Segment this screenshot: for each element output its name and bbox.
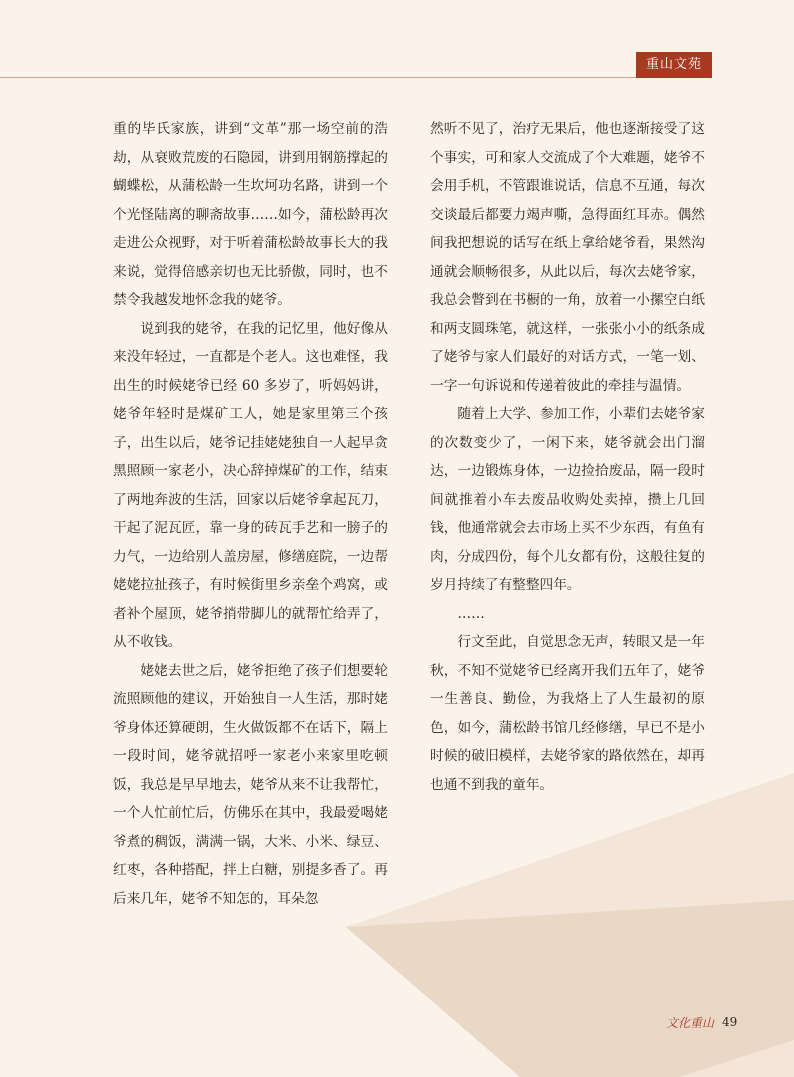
- ellipsis-line: ……: [457, 605, 485, 622]
- left-column: [113, 115, 388, 913]
- paragraph: 随着上大学、参加工作，小辈们去姥爷家的次数变少了，一闲下来，姥爷就会出门溜达，一边锻炼身体，一边捡拾废品，隔一段时间就推着小车去废品收购处卖掉，攒上几回钱，他通常就会去市场上买不少东西，有鱼有肉，分成四份，每个儿女都有份，这般往复的岁月持续了有整整四年。: [430, 406, 705, 593]
- paragraph: 然听不见了，治疗无果后，他也逐渐接受了这个事实，可和家人交流成了个大难题，姥爷不会用手机，不管跟谁说话，信息不互通，每次交谈最后都要力竭声嘶，急得面红耳赤。偶然间我把想说的话写在纸上拿给姥爷看，果然沟通就会顺畅很多，从此以后，每次去姥爷家，我总会瞥到在书橱的一角，放着一小摞空白纸和两支圆珠笔，就这样，一张张小小的纸条成了姥爷与家人们最好的对话方式，一笔一划、一字一句诉说和传递着彼此的牵挂与温情。: [430, 121, 705, 394]
- paragraph: 行文至此，自觉思念无声，转眼又是一年秋，不知不觉姥爷已经离开我们五年了，姥爷一生善良、勤俭，为我烙上了人生最初的原色，如今，蒲松龄书馆几经修缮，早已不是小时候的破旧模样，去姥爷家的路依然在，却再也通不到我的童年。: [430, 634, 705, 793]
- page-number: 49: [722, 1015, 738, 1029]
- paragraph: 说到我的姥爷，在我的记忆里，他好像从来没年轻过，一直都是个老人。这也难怪，我出生的时候姥爷已经 60 多岁了，听妈妈讲，姥爷年轻时是煤矿工人，她是家里第三个孩子，出生以后，姥爷记挂姥姥独自一人起早贪黑照顾一家老小，决心辞掉煤矿的工作，结束了两地奔波的生活，回家以后姥爷拿起瓦刀，干起了泥瓦匠，靠一身的砖瓦手艺和一膀子的力气，一边给别人盖房屋，修缮庭院，一边帮姥姥拉扯孩子，有时候街里乡亲垒个鸡窝，或者补个屋顶，姥爷捎带脚儿的就帮忙给弄了，从不收钱。: [113, 320, 388, 650]
- footer-logo: 文化重山: [666, 1016, 715, 1030]
- paragraph: 姥姥去世之后，姥爷拒绝了孩子们想要轮流照顾他的建议，开始独自一人生活，那时姥爷身体还算硬朗，生火做饭都不在话下，隔上一段时间，姥爷就招呼一家老小来家里吃顿饭，我总是早早地去，姥爷从来不让我帮忙，一个人忙前忙后，仿佛乐在其中，我最爱喝姥爷煮的稠饭，满满一锅，大米、小米、绿豆、红枣，各种搭配，拌上白糖，别提多香了。再后来几年，姥爷不知怎的，耳朵忽: [113, 662, 388, 907]
- paragraph: 重的毕氏家族，讲到“文革”那一场空前的浩劫，从衰败荒废的石隐园，讲到用钢筋撑起的蝴蝶松，从蒲松龄一生坎坷功名路，讲到一个个光怪陆离的聊斋故事……如今，蒲松龄再次走进公众视野，对于听着蒲松龄故事长大的我来说，觉得倍感亲切也无比骄傲，同时，也不禁令我越发地怀念我的姥爷。: [113, 121, 388, 308]
- section-tag: 重山文苑: [636, 52, 712, 78]
- right-column: [430, 115, 705, 799]
- decor-band-dark: [346, 900, 794, 1077]
- header-rule: [0, 77, 636, 78]
